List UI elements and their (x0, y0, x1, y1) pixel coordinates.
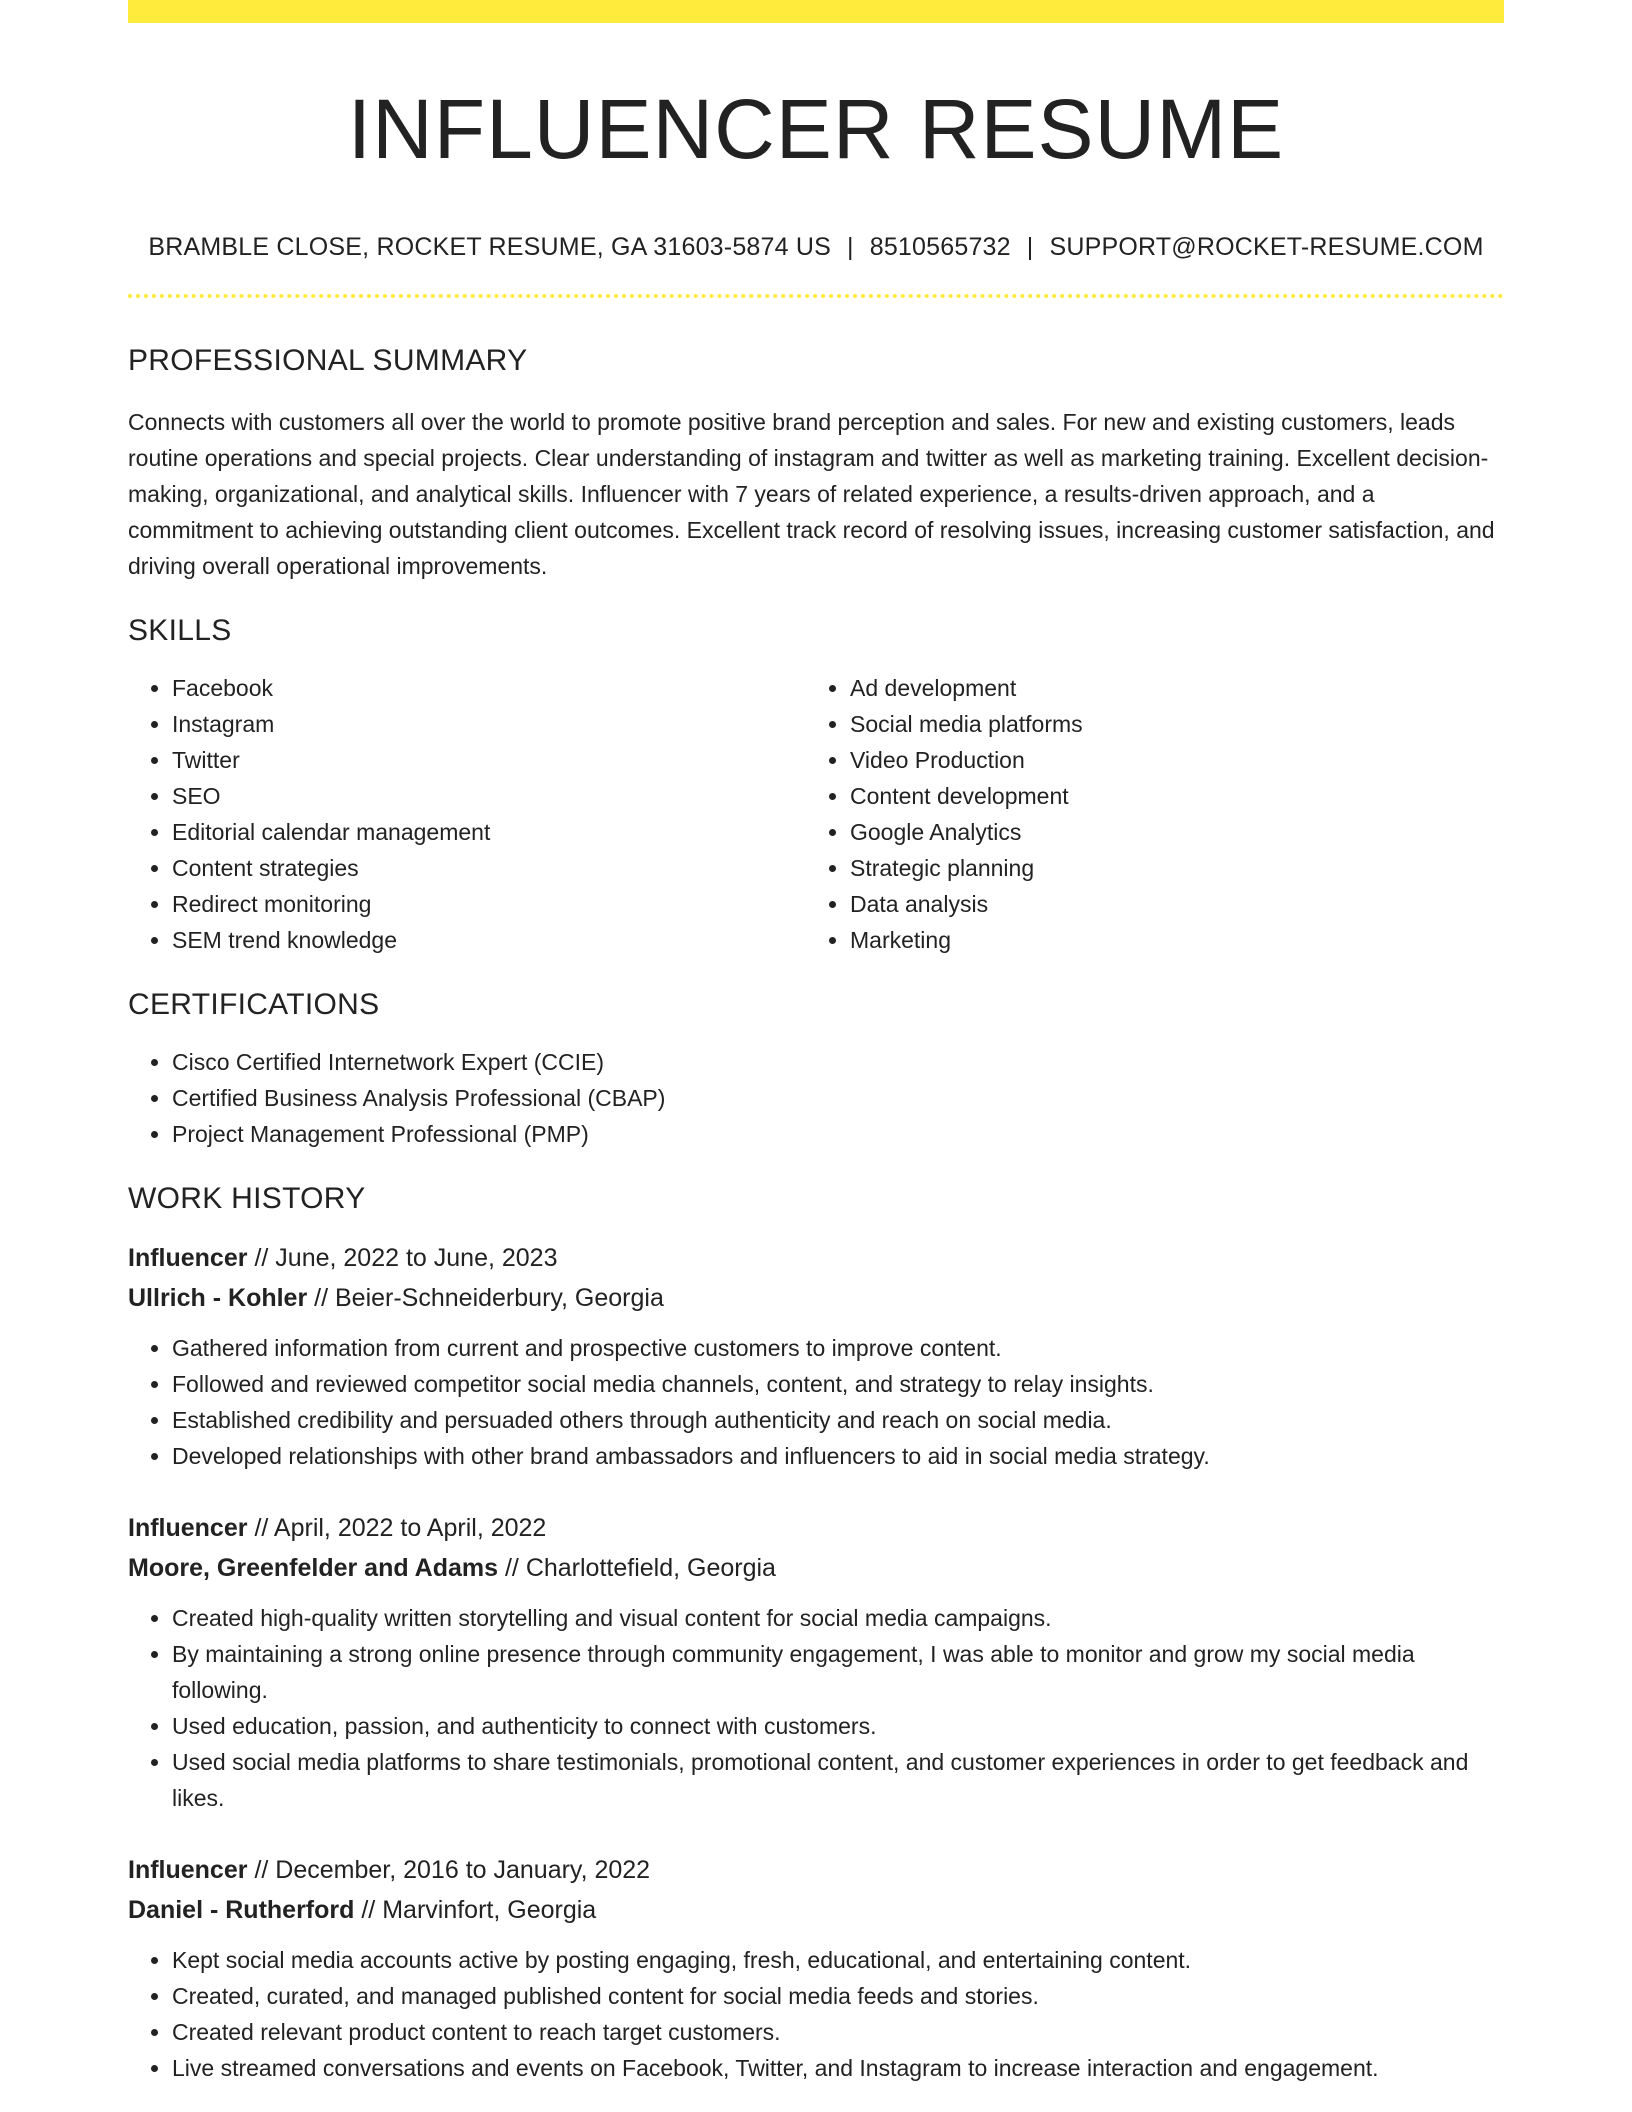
job-delimiter: // (314, 1284, 329, 1313)
skills-list-left (128, 670, 806, 958)
job-title: Influencer (128, 1514, 248, 1543)
job-bullet: • Kept social media accounts active by posting engaging, fresh, educational, and entertaining content. (172, 1942, 1504, 1978)
job-location: Beier-Schneiderbury, Georgia (335, 1284, 664, 1313)
contact-line (128, 233, 1504, 262)
resume-title: INFLUENCER RESUME (347, 82, 1285, 176)
skills-heading: SKILLS (128, 614, 232, 648)
job-dates: December, 2016 to January, 2022 (275, 1856, 651, 1885)
skill-item: • Facebook (172, 670, 806, 706)
skills-list-right (806, 670, 1504, 958)
certifications-heading: CERTIFICATIONS (128, 988, 380, 1022)
work-history-heading: WORK HISTORY (128, 1182, 366, 1216)
skill-item: • Ad development (850, 670, 1504, 706)
skill-item: • Content development (850, 778, 1504, 814)
job-entry (128, 1508, 1504, 1816)
job-dates: June, 2022 to June, 2023 (275, 1244, 558, 1273)
job-bullet: • Developed relationships with other brand ambassadors and influencers to aid in social media strategy. (172, 1438, 1504, 1474)
job-bullet: • Used social media platforms to share testimonials, promotional content, and customer experiences in order to get feedback and likes. (172, 1744, 1504, 1816)
contact-email: SUPPORT@ROCKET-RESUME.COM (1049, 233, 1484, 262)
contact-phone: 8510565732 (869, 233, 1011, 262)
job-delimiter: // (361, 1896, 376, 1925)
job-company: Moore, Greenfelder and Adams (128, 1554, 498, 1583)
skill-item: • Redirect monitoring (172, 886, 806, 922)
job-bullets (128, 1330, 1504, 1474)
skill-item: • Content strategies (172, 850, 806, 886)
contact-address: BRAMBLE CLOSE, ROCKET RESUME, GA 31603-5874 US (148, 233, 832, 262)
job-bullet: • Created, curated, and managed published content for social media feeds and stories. (172, 1978, 1504, 2014)
job-company: Ullrich - Kohler (128, 1284, 308, 1313)
skill-item: • Strategic planning (850, 850, 1504, 886)
job-title-line (128, 1508, 1504, 1548)
contact-separator: | (847, 233, 854, 262)
job-company-line (128, 1890, 1504, 1930)
job-bullet: • Followed and reviewed competitor social media channels, content, and strategy to relay insights. (172, 1366, 1504, 1402)
contact-separator: | (1026, 233, 1034, 262)
job-entry (128, 1238, 1504, 1474)
skill-item: • Google Analytics (850, 814, 1504, 850)
skill-item: • Video Production (850, 742, 1504, 778)
skill-item: • Social media platforms (850, 706, 1504, 742)
job-dates: April, 2022 to April, 2022 (273, 1514, 547, 1543)
skill-item: • Twitter (172, 742, 806, 778)
job-bullet: • Established credibility and persuaded others through authenticity and reach on social media. (172, 1402, 1504, 1438)
certification-item: • Certified Business Analysis Professional (CBAP) (172, 1080, 1504, 1116)
skill-item: • Instagram (172, 706, 806, 742)
certification-item: • Project Management Professional (PMP) (172, 1116, 1504, 1152)
job-delimiter: // (504, 1554, 519, 1583)
job-title: Influencer (128, 1856, 248, 1885)
skill-item: • Marketing (850, 922, 1504, 958)
resume-page (128, 0, 1504, 2086)
certification-item: • Cisco Certified Internetwork Expert (CCIE) (172, 1044, 1504, 1080)
skills-columns (128, 670, 1504, 958)
job-entry (128, 1850, 1504, 2086)
skill-item: • SEO (172, 778, 806, 814)
job-company: Daniel - Rutherford (128, 1896, 355, 1925)
job-company-line (128, 1548, 1504, 1588)
job-bullet: • Used education, passion, and authenticity to connect with customers. (172, 1708, 1504, 1744)
job-location: Charlottefield, Georgia (525, 1554, 776, 1583)
job-title-line (128, 1238, 1504, 1278)
certifications-list (128, 1044, 1504, 1152)
skill-item: • SEM trend knowledge (172, 922, 806, 958)
job-bullet: • Created high-quality written storytelling and visual content for social media campaigns. (172, 1600, 1504, 1636)
job-title-line (128, 1850, 1504, 1890)
job-bullet: • Created relevant product content to reach target customers. (172, 2014, 1504, 2050)
job-bullets (128, 1942, 1504, 2086)
dotted-divider (128, 294, 1504, 298)
skill-item: • Editorial calendar management (172, 814, 806, 850)
job-delimiter: // (254, 1244, 269, 1273)
summary-text: Connects with customers all over the world to promote positive brand perception and sales. For new and existing customers, leads routine operations and special projects. Clear understanding of instagram and twitter as well as marketing training. Excellent decision-making, organizational, and analytical skills. Influencer with 7 years of related experience, a results-driven approach, and a commitment to achieving outstanding client outcomes. Excellent track record of resolving issues, increasing customer satisfaction, and driving overall operational improvements. (128, 409, 1495, 580)
job-delimiter: // (254, 1514, 269, 1543)
summary-heading: PROFESSIONAL SUMMARY (128, 344, 528, 378)
job-title: Influencer (128, 1244, 248, 1273)
job-delimiter: // (254, 1856, 269, 1885)
job-bullet: • Live streamed conversations and events on Facebook, Twitter, and Instagram to increase interaction and engagement. (172, 2050, 1504, 2086)
job-location: Marvinfort, Georgia (382, 1896, 597, 1925)
job-bullets (128, 1600, 1504, 1816)
job-bullet: • Gathered information from current and prospective customers to improve content. (172, 1330, 1504, 1366)
skill-item: • Data analysis (850, 886, 1504, 922)
accent-top-bar (128, 0, 1504, 23)
job-company-line (128, 1278, 1504, 1318)
job-bullet: • By maintaining a strong online presence through community engagement, I was able to monitor and grow my social media following. (172, 1636, 1504, 1708)
